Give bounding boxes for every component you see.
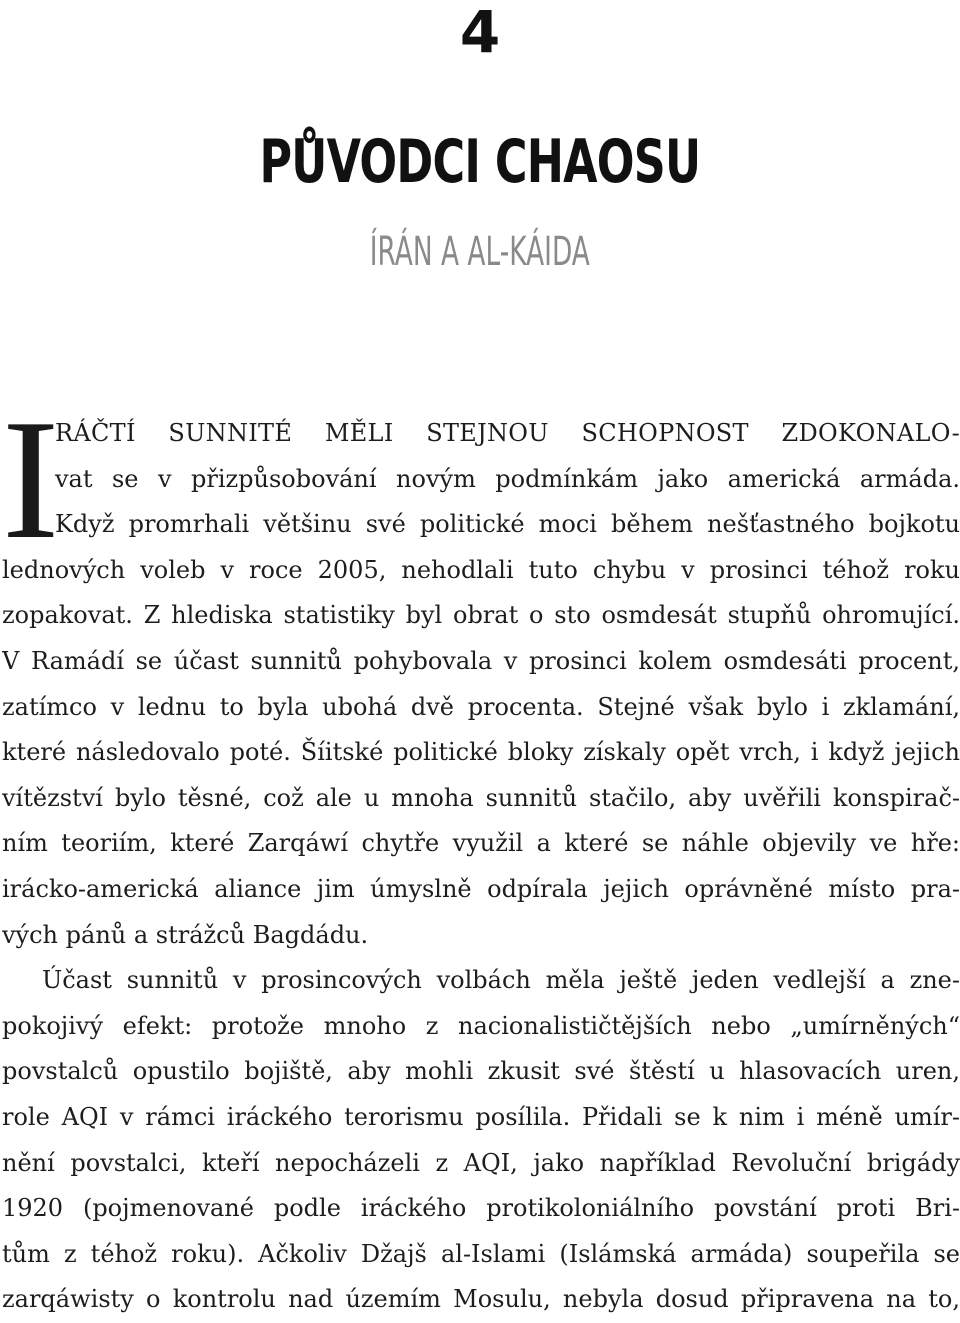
text-line: vítězství bylo těsné, což ale u mnoha sunnitů stačilo, aby uvěřili konspirač- [2, 783, 960, 812]
text-line: Když promrhali většinu své politické moci během nešťastného bojkotu [55, 510, 960, 539]
text-line: nění povstalci, kteří nepocházeli z AQI, jako například Revoluční brigády [2, 1148, 960, 1177]
text-line: ním teoriím, které Zarqáwí chytře využil a které se náhle objevily ve hře: [2, 829, 960, 858]
text-line: Účast sunnitů v prosincových volbách měla ještě jeden vedlejší a zne- [42, 966, 960, 995]
text-line: povstalců opustilo bojiště, aby mohli zkusit své štěstí u hlasovacích uren, [2, 1057, 960, 1086]
text-line: zopakovat. Z hlediska statistiky byl obrat o sto osmdesát stupňů ohromující. [2, 601, 960, 630]
text-line: 1920 (pojmenované podle iráckého protikoloniálního povstání proti Bri- [2, 1194, 960, 1223]
chapter-number: 4 [459, 0, 501, 66]
text-line: lednových voleb v roce 2005, nehodlali tuto chybu v prosinci téhož roku [2, 555, 960, 584]
text-line: role AQI v rámci iráckého terorismu posílila. Přidali se k nim i méně umír- [2, 1102, 960, 1131]
chapter-title-text: PŮVODCI CHAOSU [259, 127, 701, 197]
body-text [2, 385, 960, 1323]
chapter-title [0, 122, 960, 202]
text-line: irácko-americká aliance jim úmyslně odpírala jejich oprávněné místo pra- [2, 874, 960, 903]
chapter-subtitle [0, 222, 960, 282]
text-line: vých pánů a strážců Bagdádu. [2, 920, 369, 949]
text-line: vat se v přizpůsobování novým podmínkám jako americká armáda. [55, 464, 960, 493]
drop-cap: I [2, 385, 60, 575]
text-line: RÁČTÍ SUNNITÉ MĚLI STEJNOU SCHOPNOST ZDOKONALO- [55, 419, 960, 447]
text-line: zarqáwisty o kontrolu nad územím Mosulu, nebyla dosud připravena na to, [2, 1285, 960, 1314]
text-line: zatímco v lednu to byla ubohá dvě procenta. Stejné však bylo i zklamání, [2, 692, 960, 721]
text-line: které následovalo poté. Šíitské politické bloky získaly opět vrch, i když jejich [2, 738, 960, 767]
text-line: pokojivý efekt: protože mnoho z nacionalističtějších nebo „umírněných“ [2, 1011, 960, 1040]
chapter-subtitle-text: ÍRÁN A AL-KÁIDA [369, 229, 591, 275]
text-line: V Ramádí se účast sunnitů pohybovala v prosinci kolem osmdesáti procent, [2, 646, 960, 675]
text-line: tům z téhož roku). Ačkoliv Džajš al-Islami (Islámská armáda) soupeřila se [2, 1239, 960, 1268]
